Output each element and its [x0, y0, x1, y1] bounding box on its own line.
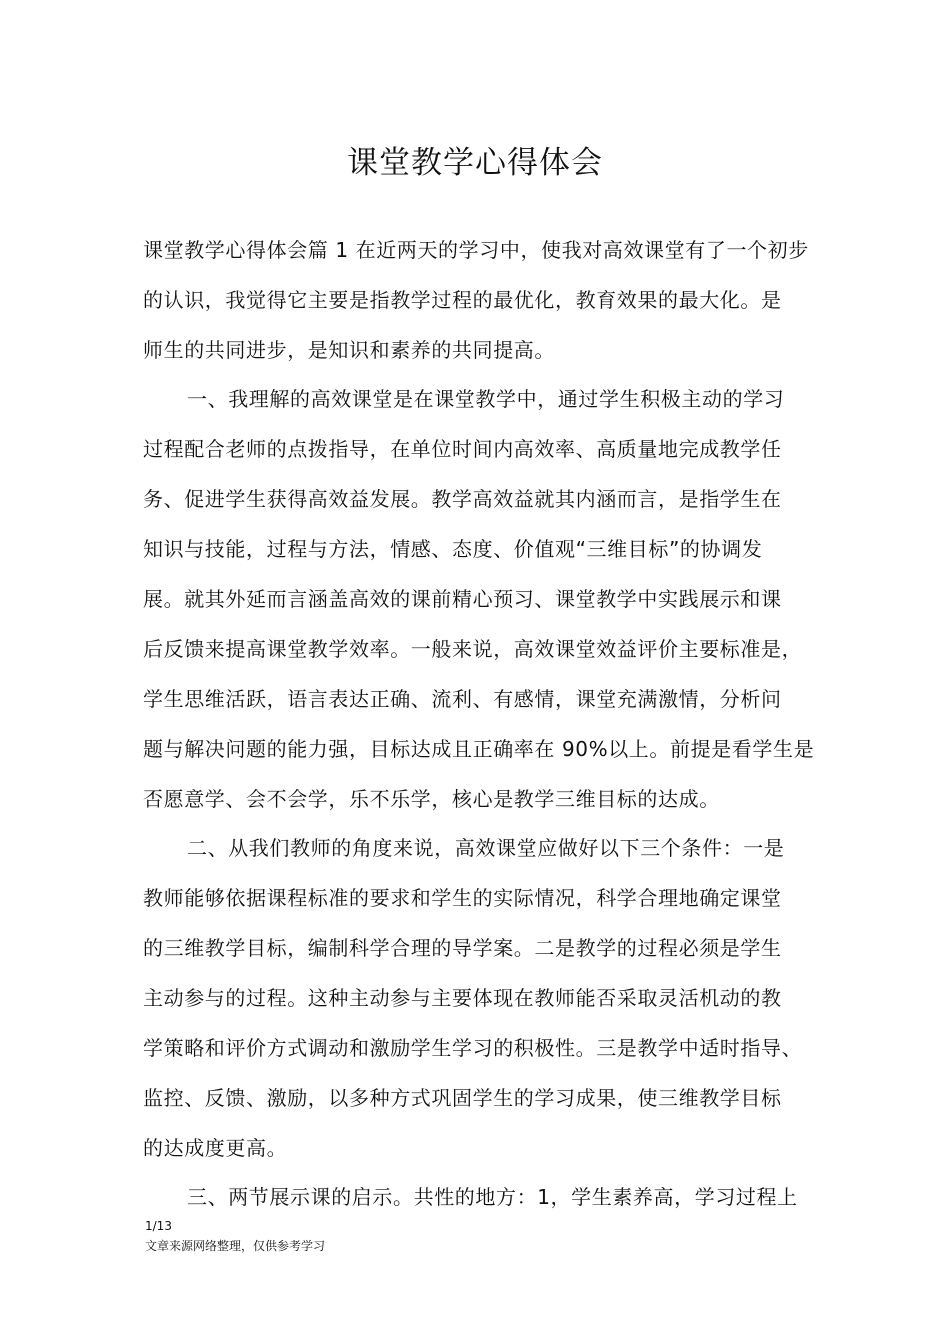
document-title: 课堂教学心得体会	[347, 145, 603, 181]
text-line: 主动参与的过程。这种主动参与主要体现在教师能否采取灵活机动的教	[143, 986, 782, 1010]
text-line: 后反馈来提高课堂教学效率。一般来说，高效课堂效益评价主要标准是，	[143, 637, 803, 661]
text-line: 否愿意学、会不会学，乐不乐学，核心是教学三维目标的达成。	[143, 787, 720, 811]
source-note: 文章来源网络整理，仅供参考学习	[145, 1239, 326, 1253]
text-line: 题与解决问题的能力强，目标达成且正确率在 90%以上。前提是看学生是	[143, 737, 815, 761]
text-line: 展。就其外延而言涵盖高效的课前精心预习、课堂教学中实践展示和课	[143, 587, 782, 611]
text-line: 课堂教学心得体会篇 1 在近两天的学习中，使我对高效课堂有了一个初步	[143, 238, 809, 262]
text-line: 的认识，我觉得它主要是指教学过程的最优化，教育效果的最大化。是	[143, 288, 782, 312]
text-line: 三、两节展示课的启示。共性的地方：1，学生素养高，学习过程上	[187, 1185, 798, 1209]
page-number: 1/13	[145, 1219, 172, 1233]
text-line: 务、促进学生获得高效益发展。教学高效益就其内涵而言，是指学生在	[143, 487, 782, 511]
text-line: 学生思维活跃，语言表达正确、流利、有感情，课堂充满激情，分析问	[143, 687, 782, 711]
text-line: 监控、反馈、激励，以多种方式巩固学生的学习成果，使三维教学目标	[143, 1086, 782, 1110]
text-line: 一、我理解的高效课堂是在课堂教学中，通过学生积极主动的学习	[187, 387, 785, 411]
text-line: 师生的共同进步，是知识和素养的共同提高。	[143, 338, 555, 362]
text-line: 教师能够依据课程标准的要求和学生的实际情况，科学合理地确定课堂	[143, 886, 782, 910]
text-line: 的达成度更高。	[143, 1136, 288, 1160]
text-line: 过程配合老师的点拨指导，在单位时间内高效率、高质量地完成教学任	[143, 437, 782, 461]
text-line: 二、从我们教师的角度来说，高效课堂应做好以下三个条件：一是	[187, 836, 785, 860]
text-line: 学策略和评价方式调动和激励学生学习的积极性。三是教学中适时指导、	[143, 1036, 803, 1060]
text-line: 的三维教学目标，编制科学合理的导学案。二是教学的过程必须是学生	[143, 936, 782, 960]
text-line: 知识与技能，过程与方法，情感、态度、价值观“三维目标”的协调发	[143, 537, 763, 561]
